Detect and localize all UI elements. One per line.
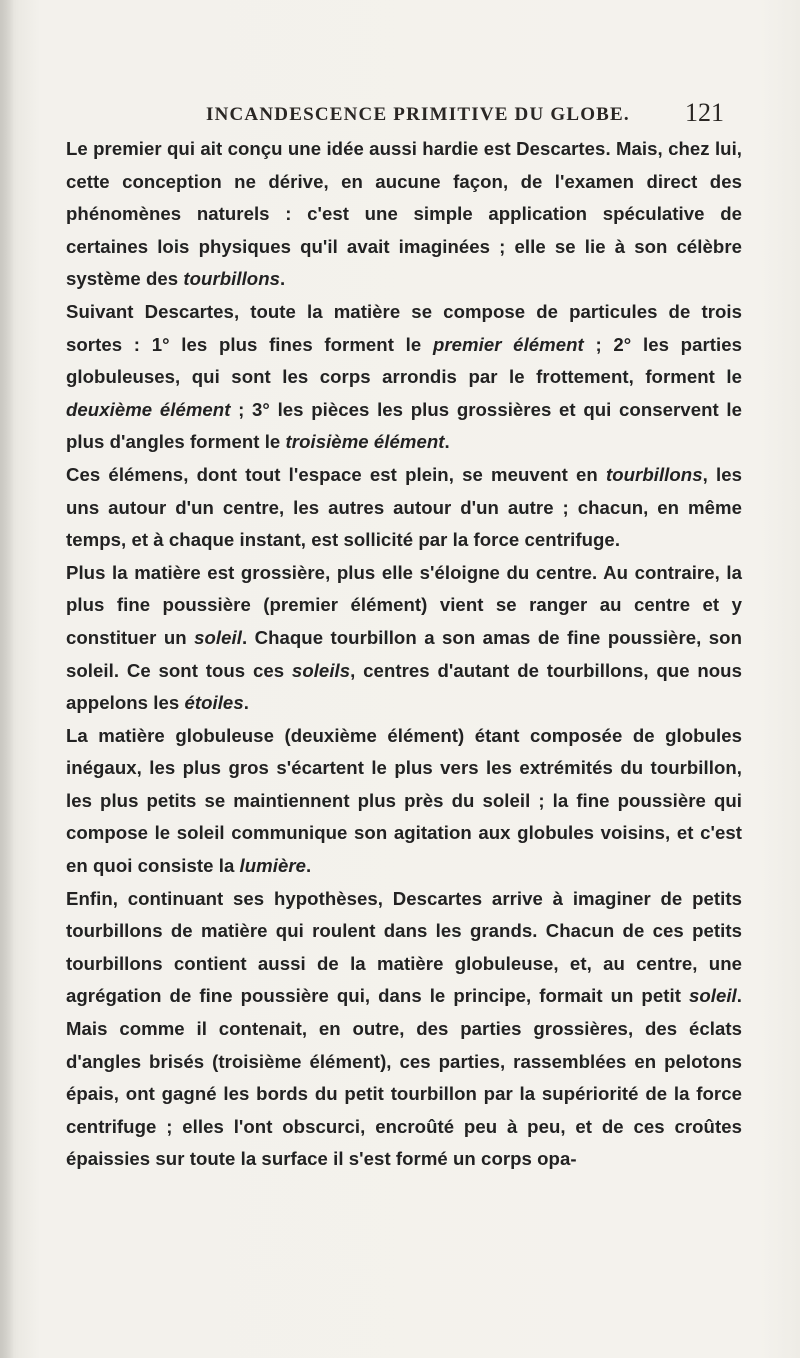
text-run: , centres d'autant de tourbillons, que nous appelons les <box>66 659 742 714</box>
italic-text: premier élément <box>432 333 584 355</box>
italic-text: soleils <box>291 659 351 681</box>
page-header <box>0 98 800 128</box>
running-title: INCANDESCENCE PRIMITIVE DU GLOBE. <box>206 104 630 125</box>
text-run: ; 2° les parties globuleuses, qui sont les corps arrondis par le frottement, forment le <box>66 333 742 388</box>
text-run: Plus la matière est grossière, plus elle s'éloigne du centre. Au contraire, la plus fine poussière (premier élément) vient se ranger au centre et y constituer un <box>66 561 742 648</box>
text-run: Le premier qui ait conçu une idée aussi hardie est Descartes. Mais, chez lui, cette conception ne dérive, en aucune façon, de l'examen direct des phénomènes naturels : c'est une simple application spéculative de certaines lois physiques qu'il avait imaginées ; elle se lie à son célèbre système des <box>66 138 742 290</box>
paragraph <box>66 883 742 1176</box>
italic-text: soleil <box>194 626 242 648</box>
text-run: Ces élémens, dont tout l'espace est plein, se meuvent en <box>66 463 606 485</box>
text-run: . <box>243 692 249 714</box>
page-number: 121 <box>685 98 724 127</box>
italic-text: tourbillons <box>606 463 703 485</box>
text-run: . <box>280 268 286 290</box>
italic-text: deuxième élément <box>66 398 231 420</box>
text-run: Suivant Descartes, toute la matière se compose de particules de trois sortes : 1° les plus fines forment le <box>66 300 742 355</box>
paragraph <box>66 133 742 296</box>
italic-text: tourbillons <box>183 268 281 290</box>
binding-shadow <box>0 0 14 1358</box>
italic-text: étoiles <box>184 692 244 714</box>
text-run: ; 3° les pièces les plus grossières et qui conservent le plus d'angles forment le <box>66 398 743 453</box>
text-run: La matière globuleuse (deuxième élément) étant composée de globules inégaux, les plus gros s'écartent le plus vers les extrémités du tourbillon, les plus petits se maintiennent plus près du soleil ; la fine poussière qui compose le soleil communique son agitation aux globules voisins, et c'est en quoi consiste la <box>66 724 742 877</box>
text-run: . <box>444 431 450 453</box>
paragraph <box>66 296 742 459</box>
text-run: . Chaque tourbillon a son amas de fine poussière, son soleil. Ce sont tous ces <box>66 626 742 681</box>
text-run: Enfin, continuant ses hypothèses, Descartes arrive à imaginer de petits tourbillons de matière qui roulent dans les grands. Chacun de ces petits tourbillons contient aussi de la matière globuleuse, et, au centre, une agrégation de fine poussière qui, dans le principe, formait un petit <box>66 887 742 1007</box>
text-run: . <box>306 855 312 877</box>
text-run: , les uns autour d'un centre, les autres autour d'un autre ; chacun, en même temps, et à chaque instant, est sollicité par la force centrifuge. <box>66 463 742 551</box>
italic-text: troisième élément <box>285 431 445 453</box>
paragraph <box>66 557 742 720</box>
paragraph <box>66 720 742 883</box>
italic-text: lumière <box>239 855 307 877</box>
body-text <box>66 133 742 1176</box>
paragraph <box>66 459 742 557</box>
text-run: . Mais comme il contenait, en outre, des parties grossières, des éclats d'angles brisés (troisième élément), ces parties, rassemblées en pelotons épais, ont gagné les bords du petit tourbillon par la supériorité de la force centrifuge ; elles l'ont obscurci, encroûté peu à peu, et de ces croûtes épaissies sur toute la surface il s'est formé un corps opa- <box>66 985 742 1170</box>
italic-text: soleil <box>688 985 737 1007</box>
